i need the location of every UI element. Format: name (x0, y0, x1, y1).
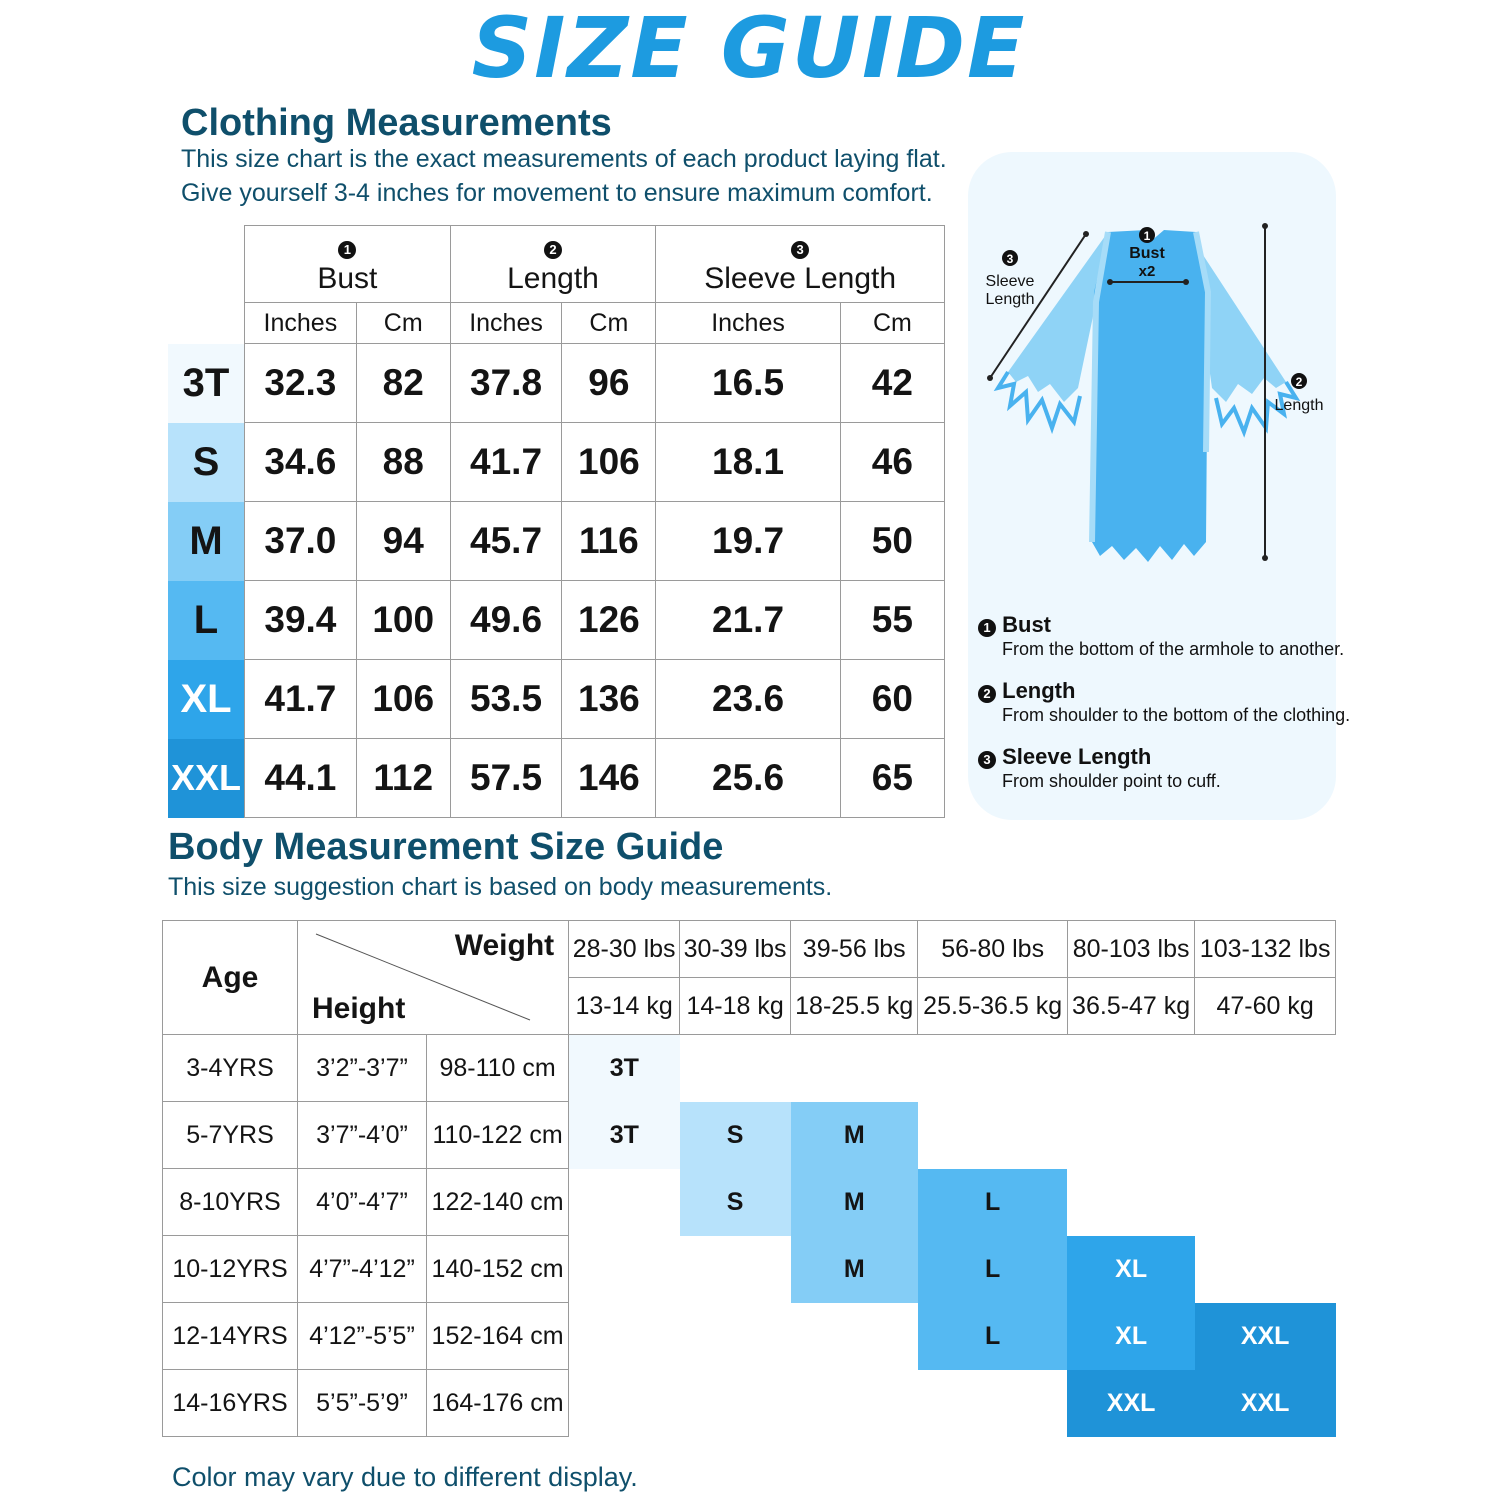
measurement-value: 106 (356, 660, 450, 739)
measurement-value: 60 (840, 660, 944, 739)
table-row (163, 1035, 1336, 1102)
table-row (168, 660, 945, 739)
size-cell (569, 1236, 680, 1303)
body-measurement-table (162, 920, 1336, 1437)
body-title: Body Measurement Size Guide (168, 826, 724, 868)
size-cell (918, 1102, 1068, 1169)
size-cell: S (680, 1102, 791, 1169)
size-label: 3T (168, 344, 245, 423)
size-cell: M (791, 1236, 918, 1303)
legend-title: Bust (1002, 612, 1052, 637)
weight-kg: 25.5-36.5 kg (918, 978, 1068, 1035)
legend-desc: From the bottom of the armhole to another. (1002, 639, 1345, 659)
measurement-value: 49.6 (450, 581, 562, 660)
measurement-value: 34.6 (245, 423, 357, 502)
table-row (163, 1370, 1336, 1437)
header-label: Bust (317, 262, 378, 295)
size-cell: XL (1067, 1303, 1194, 1370)
size-label: M (168, 502, 245, 581)
sleeve-label-2: Length (985, 291, 1035, 308)
row-ft: 5’5”-5’9” (298, 1370, 427, 1437)
table-row (168, 344, 945, 423)
size-cell: XXL (1067, 1370, 1194, 1437)
row-cm: 110-122 cm (427, 1102, 569, 1169)
size-cell: XXL (1195, 1303, 1336, 1370)
measurement-value: 39.4 (245, 581, 357, 660)
legend-num: 3 (978, 751, 996, 769)
size-cell (1195, 1102, 1336, 1169)
weight-kg: 14-18 kg (680, 978, 791, 1035)
measurement-value: 88 (356, 423, 450, 502)
row-ft: 4’12”-5’5” (298, 1303, 427, 1370)
row-cm: 152-164 cm (427, 1303, 569, 1370)
measurement-value: 65 (840, 739, 944, 818)
legend-num: 1 (978, 619, 996, 637)
table-row (163, 1236, 1336, 1303)
measurement-value: 41.7 (245, 660, 357, 739)
size-cell: XL (1067, 1236, 1194, 1303)
header-label: Sleeve Length (704, 262, 897, 295)
size-cell: L (918, 1236, 1068, 1303)
measurement-value: 112 (356, 739, 450, 818)
row-age: 14-16YRS (163, 1370, 298, 1437)
row-ft: 4’7”-4’12” (298, 1236, 427, 1303)
size-cell: L (918, 1303, 1068, 1370)
height-label: Height (312, 992, 406, 1025)
unit-header: Cm (356, 303, 450, 344)
measurement-value: 44.1 (245, 739, 357, 818)
measurement-value: 23.6 (656, 660, 840, 739)
measurement-value: 106 (562, 423, 656, 502)
measurement-value: 25.6 (656, 739, 840, 818)
measurement-value: 57.5 (450, 739, 562, 818)
row-age: 8-10YRS (163, 1169, 298, 1236)
weight-lbs: 103-132 lbs (1195, 921, 1336, 978)
table-row (168, 423, 945, 502)
table-row (163, 1303, 1336, 1370)
legend-item (978, 678, 1350, 726)
header-num: 1 (338, 241, 356, 259)
measurement-value: 41.7 (450, 423, 562, 502)
measurement-value: 82 (356, 344, 450, 423)
legend-num: 2 (978, 685, 996, 703)
body-subtitle: This size suggestion chart is based on body measurements. (168, 873, 833, 901)
size-cell (680, 1035, 791, 1102)
size-cell (569, 1370, 680, 1437)
size-guide-banner: SIZE GUIDE (471, 0, 1027, 97)
clothing-subtitle-line1: This size chart is the exact measurements of each product laying flat. (181, 145, 947, 173)
legend-title: Length (1002, 678, 1076, 703)
measurement-value: 55 (840, 581, 944, 660)
measurement-value: 146 (562, 739, 656, 818)
size-label: XL (168, 660, 245, 739)
size-cell: 3T (569, 1035, 680, 1102)
weight-kg: 18-25.5 kg (791, 978, 918, 1035)
sleeve-label-1: Sleeve (985, 273, 1035, 290)
header-num: 2 (544, 241, 562, 259)
legend-desc: From shoulder to the bottom of the clothing. (1002, 705, 1351, 725)
size-cell (791, 1370, 918, 1437)
measurement-value: 100 (356, 581, 450, 660)
header-label: Length (507, 262, 599, 295)
row-age: 10-12YRS (163, 1236, 298, 1303)
size-cell (918, 1035, 1068, 1102)
table-row (163, 1102, 1336, 1169)
sleeve-num-label: 3 (1006, 252, 1014, 266)
weight-lbs: 30-39 lbs (680, 921, 791, 978)
weight-lbs: 56-80 lbs (918, 921, 1068, 978)
measurement-value: 136 (562, 660, 656, 739)
weight-lbs: 80-103 lbs (1067, 921, 1194, 978)
header-bust (245, 226, 451, 303)
row-age: 5-7YRS (163, 1102, 298, 1169)
size-cell (1195, 1236, 1336, 1303)
row-cm: 140-152 cm (427, 1236, 569, 1303)
measurement-value: 16.5 (656, 344, 840, 423)
measurement-value: 94 (356, 502, 450, 581)
measurement-value: 53.5 (450, 660, 562, 739)
row-ft: 4’0”-4’7” (298, 1169, 427, 1236)
bust-x2-label: x2 (1138, 263, 1156, 280)
row-age: 12-14YRS (163, 1303, 298, 1370)
row-age: 3-4YRS (163, 1035, 298, 1102)
legend-item (978, 612, 1344, 660)
weight-kg: 36.5-47 kg (1067, 978, 1194, 1035)
size-cell (569, 1169, 680, 1236)
legend-item (978, 744, 1221, 792)
clothing-subtitle (181, 143, 947, 211)
row-ft: 3’7”-4’0” (298, 1102, 427, 1169)
measurement-value: 21.7 (656, 581, 840, 660)
bust-label: Bust (1129, 245, 1165, 262)
measurement-value: 42 (840, 344, 944, 423)
row-ft: 3’2”-3’7” (298, 1035, 427, 1102)
measurement-value: 18.1 (656, 423, 840, 502)
clothing-measurements-table (168, 225, 945, 818)
body-table-wrapper (162, 920, 1336, 1438)
size-cell (680, 1303, 791, 1370)
age-header: Age (163, 921, 298, 1035)
bust-num-label: 1 (1143, 229, 1151, 243)
size-cell (791, 1303, 918, 1370)
weight-kg: 47-60 kg (1195, 978, 1336, 1035)
size-label: L (168, 581, 245, 660)
header-length (450, 226, 656, 303)
clothing-subtitle-line2: Give yourself 3-4 inches for movement to ensure maximum comfort. (181, 178, 933, 207)
weight-lbs: 28-30 lbs (569, 921, 680, 978)
measurement-value: 45.7 (450, 502, 562, 581)
unit-header: Cm (840, 303, 944, 344)
legend-title: Sleeve Length (1002, 744, 1152, 769)
size-cell (791, 1035, 918, 1102)
footer-note: Color may vary due to different display. (172, 1462, 638, 1492)
measurement-value: 116 (562, 502, 656, 581)
size-cell (569, 1303, 680, 1370)
measurement-value: 32.3 (245, 344, 357, 423)
measurement-value: 126 (562, 581, 656, 660)
measurement-value: 37.0 (245, 502, 357, 581)
row-cm: 164-176 cm (427, 1370, 569, 1437)
size-cell: M (791, 1169, 918, 1236)
row-cm: 122-140 cm (427, 1169, 569, 1236)
unit-header: Inches (245, 303, 357, 344)
size-cell: M (791, 1102, 918, 1169)
measurement-value: 19.7 (656, 502, 840, 581)
unit-header: Inches (450, 303, 562, 344)
header-sleeve-length (656, 226, 945, 303)
size-label: XXL (168, 739, 245, 818)
size-cell: XXL (1195, 1370, 1336, 1437)
size-cell: S (680, 1169, 791, 1236)
table-row (168, 502, 945, 581)
size-cell (680, 1370, 791, 1437)
measurement-value: 46 (840, 423, 944, 502)
length-label: Length (1274, 397, 1324, 414)
size-cell (1195, 1035, 1336, 1102)
weight-height-header (298, 921, 569, 1035)
size-cell: 3T (569, 1102, 680, 1169)
weight-label: Weight (454, 929, 555, 962)
size-cell (1195, 1169, 1336, 1236)
measurement-value: 37.8 (450, 344, 562, 423)
clothing-title: Clothing Measurements (181, 102, 612, 144)
length-num-label: 2 (1295, 375, 1303, 389)
unit-header: Inches (656, 303, 840, 344)
corner-blank (168, 226, 245, 344)
size-cell (680, 1236, 791, 1303)
weight-kg: 13-14 kg (569, 978, 680, 1035)
garment-diagram (968, 152, 1336, 592)
table-row (168, 739, 945, 818)
header-num: 3 (791, 241, 809, 259)
table-row (168, 581, 945, 660)
size-cell (1067, 1035, 1194, 1102)
row-cm: 98-110 cm (427, 1035, 569, 1102)
size-cell (918, 1370, 1068, 1437)
size-cell (1067, 1102, 1194, 1169)
legend-desc: From shoulder point to cuff. (1002, 771, 1221, 791)
table-row (163, 1169, 1336, 1236)
size-cell (1067, 1169, 1194, 1236)
unit-header: Cm (562, 303, 656, 344)
measurement-value: 96 (562, 344, 656, 423)
size-label: S (168, 423, 245, 502)
size-cell: L (918, 1169, 1068, 1236)
weight-lbs: 39-56 lbs (791, 921, 918, 978)
measurement-value: 50 (840, 502, 944, 581)
